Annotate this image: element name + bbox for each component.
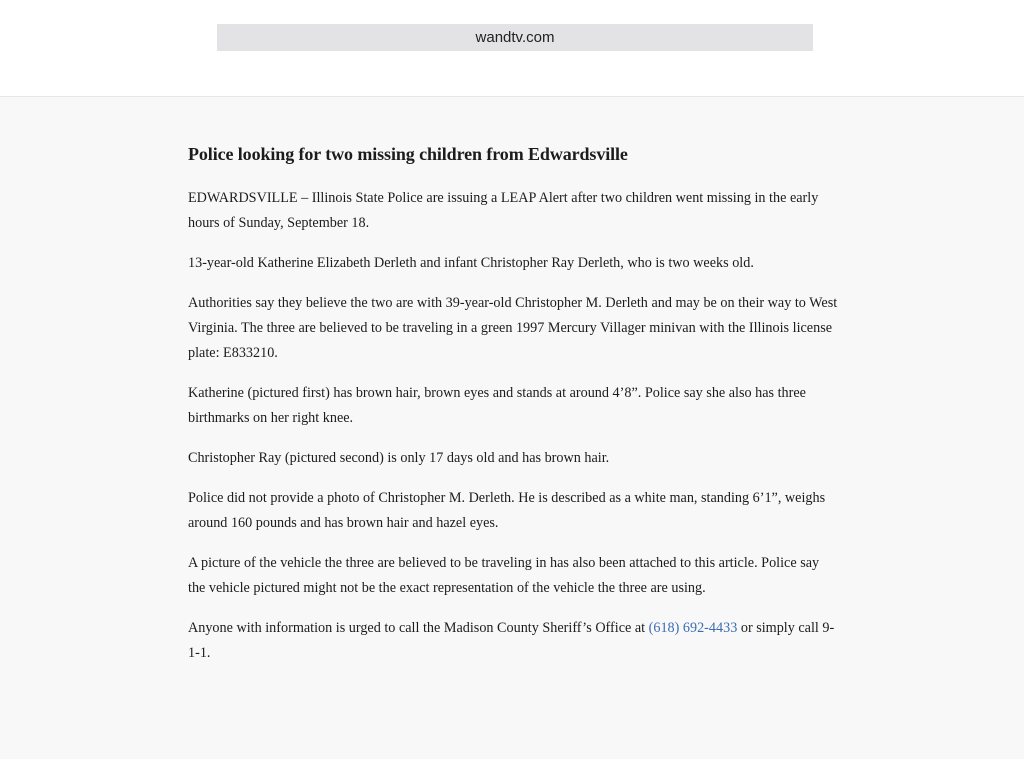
article-paragraph-6: Police did not provide a photo of Christopher M. Derleth. He is described as a white man, standing 6’1”, weighs around 160 pounds and has brown hair and hazel eyes. bbox=[188, 490, 826, 531]
article-paragraph-7: A picture of the vehicle the three are believed to be traveling in has also been attached to this article. Police say the vehicle pictured might not be the exact representation of the vehicle the three are using. bbox=[188, 555, 820, 596]
contact-text-before: Anyone with information is urged to call the Madison County Sheriff’s Office at bbox=[188, 620, 649, 636]
sheriff-phone-link[interactable]: (618) 692-4433 bbox=[648, 620, 738, 636]
article-paragraph-4: Katherine (pictured first) has brown hair, brown eyes and stands at around 4’8”. Police say she also has three birthmarks on her right knee. bbox=[188, 385, 806, 426]
article-paragraph-1: EDWARDSVILLE – Illinois State Police are issuing a LEAP Alert after two children went missing in the early hours of Sunday, September 18. bbox=[188, 190, 819, 231]
article-paragraph-3: Authorities say they believe the two are with 39-year-old Christopher M. Derleth and may be on their way to West Virginia. The three are believed to be traveling in a green 1997 Mercury Villager minivan with the Illinois license plate: E833210. bbox=[188, 295, 838, 361]
browser-top-bar bbox=[0, 0, 1024, 97]
article-body bbox=[188, 142, 838, 681]
address-bar-url: wandtv.com bbox=[475, 29, 555, 46]
article-headline: Police looking for two missing children from Edwardsville bbox=[188, 144, 628, 164]
article-paragraph-2: 13-year-old Katherine Elizabeth Derleth and infant Christopher Ray Derleth, who is two weeks old. bbox=[188, 255, 754, 271]
address-bar[interactable] bbox=[217, 24, 813, 51]
contact-text-after: or simply call 9-1-1. bbox=[188, 620, 835, 661]
article-paragraph-8 bbox=[188, 616, 838, 666]
article-paragraph-5: Christopher Ray (pictured second) is only 17 days old and has brown hair. bbox=[188, 450, 610, 466]
